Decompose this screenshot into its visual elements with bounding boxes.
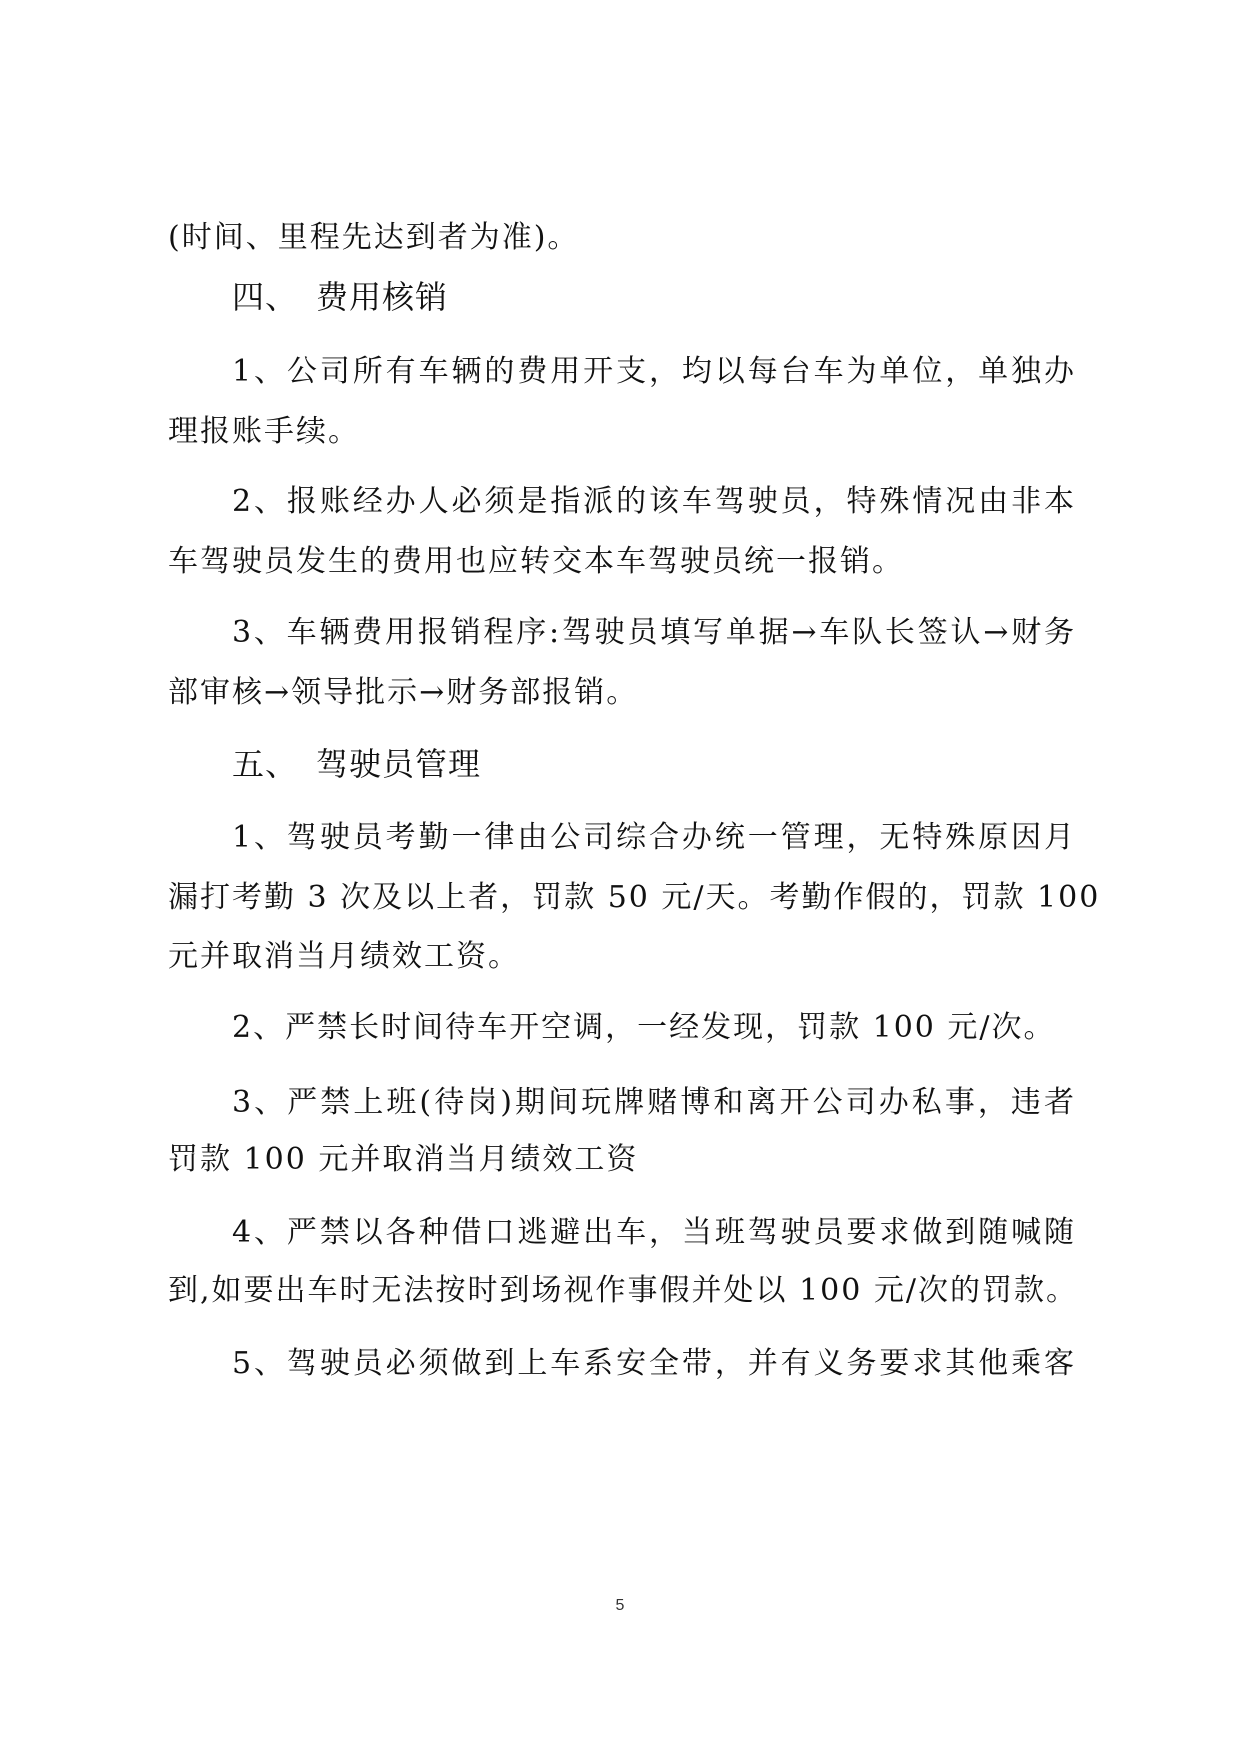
paragraph-line: 3、严禁上班(待岗)期间玩牌赌博和离开公司办私事，违者 — [232, 1085, 1076, 1120]
paragraph-line: 理报账手续。 — [168, 414, 360, 449]
section-number: 四、 — [232, 278, 299, 316]
section-title: 驾驶员管理 — [316, 745, 482, 783]
section-number: 五、 — [232, 745, 299, 783]
section-title: 费用核销 — [316, 278, 449, 316]
section-heading — [232, 744, 481, 784]
paragraph-line: 车驾驶员发生的费用也应转交本车驾驶员统一报销。 — [168, 544, 904, 579]
paragraph-line: 5、驾驶员必须做到上车系安全带，并有义务要求其他乘客 — [232, 1346, 1076, 1381]
paragraph-line: 2、报账经办人必须是指派的该车驾驶员，特殊情况由非本 — [232, 484, 1076, 519]
paragraph-line: 2、严禁长时间待车开空调，一经发现，罚款 100 元/次。 — [232, 1010, 1056, 1045]
paragraph-line: 元并取消当月绩效工资。 — [168, 939, 520, 974]
section-heading — [232, 277, 448, 317]
continuation-line: (时间、里程先达到者为准)。 — [168, 220, 580, 255]
paragraph-line: 3、车辆费用报销程序:驾驶员填写单据→车队长签认→财务 — [232, 615, 1076, 650]
paragraph-line: 1、公司所有车辆的费用开支，均以每台车为单位，单独办 — [232, 354, 1076, 389]
paragraph-line: 4、严禁以各种借口逃避出车，当班驾驶员要求做到随喊随 — [232, 1215, 1076, 1250]
paragraph-line: 到,如要出车时无法按时到场视作事假并处以 100 元/次的罚款。 — [168, 1273, 1078, 1308]
paragraph-line: 部审核→领导批示→财务部报销。 — [168, 675, 639, 710]
paragraph-line: 罚款 100 元并取消当月绩效工资 — [168, 1142, 639, 1177]
paragraph-line: 漏打考勤 3 次及以上者，罚款 50 元/天。考勤作假的，罚款 100 — [168, 880, 1101, 915]
paragraph-line: 1、驾驶员考勤一律由公司综合办统一管理，无特殊原因月 — [232, 820, 1076, 855]
page-number: 5 — [615, 1597, 625, 1614]
